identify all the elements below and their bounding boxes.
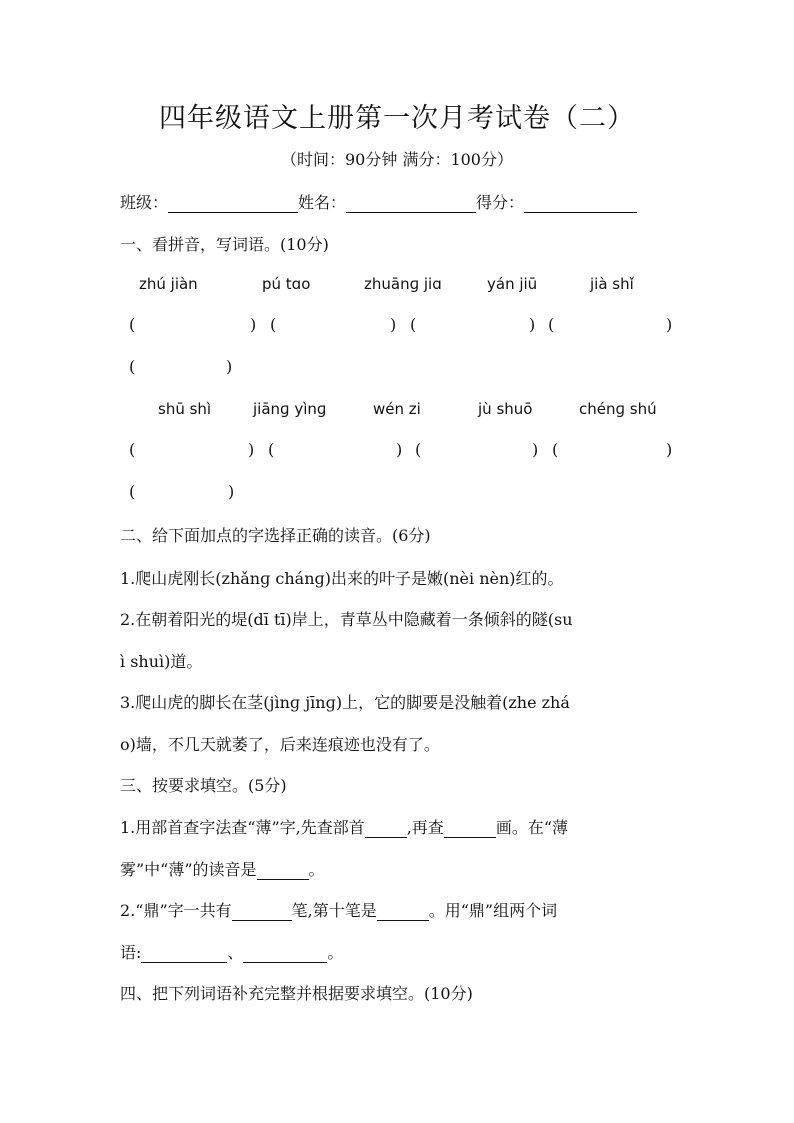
answer-paren-close: ) [529, 315, 536, 334]
score-blank[interactable] [524, 194, 637, 213]
score-label: 得分： [476, 193, 525, 212]
page-title: 四年级语文上册第一次月考试卷（二） [159, 103, 635, 134]
answer-paren-open: ( [129, 315, 136, 334]
question-line [120, 940, 343, 963]
question-text: 2.“鼎”字一共有 [120, 901, 232, 920]
answer-paren-close: ) [250, 315, 257, 334]
pinyin-item: wén zi [373, 400, 421, 418]
answer-paren-close: ) [396, 440, 403, 459]
answer-paren-open: ( [270, 315, 277, 334]
answer-paren-close: ) [532, 440, 539, 459]
fill-blank[interactable] [243, 944, 327, 963]
question-text: 、 [227, 943, 244, 962]
pinyin-item: chénɡ shú [579, 400, 657, 418]
question-text: 画。在“薄 [495, 818, 568, 837]
question-line [120, 898, 557, 921]
answer-paren-close: ) [390, 315, 397, 334]
question-line: 1.爬山虎刚长(zhǎnɡ chánɡ)出来的叶子是嫩(nèi nèn)红的。 [120, 569, 564, 588]
class-label: 班级： [120, 193, 169, 212]
question-line: 2.在朝着阳光的堤(dī tī)岸上，青草丛中隐藏着一条倾斜的隧(su [120, 610, 573, 629]
question-text: 语: [120, 943, 142, 962]
pinyin-item: zhú jiàn [139, 275, 198, 293]
answer-paren-open: ( [129, 357, 136, 376]
student-info-row [120, 190, 637, 213]
answer-paren-open: ( [548, 315, 555, 334]
question-text: 。 [308, 860, 325, 879]
answer-paren-close: ) [248, 440, 255, 459]
name-blank[interactable] [346, 194, 476, 213]
answer-paren-close: ) [666, 315, 673, 334]
fill-blank[interactable] [365, 819, 407, 838]
fill-blank[interactable] [444, 819, 496, 838]
answer-paren-open: ( [129, 440, 136, 459]
question-text: 雾”中“薄”的读音是 [120, 860, 257, 879]
question-line [120, 815, 568, 838]
exam-info-time-score: （时间：90分钟 满分：100分） [281, 150, 513, 169]
pinyin-item: zhuānɡ jiɑ [364, 275, 442, 293]
question-line [120, 857, 325, 880]
section4-heading: 四、把下列词语补充完整并根据要求填空。(10分) [120, 984, 473, 1003]
question-text: ,再查 [406, 818, 444, 837]
fill-blank[interactable] [377, 902, 429, 921]
answer-paren-open: ( [552, 440, 559, 459]
answer-paren-open: ( [415, 440, 422, 459]
question-line: 3.爬山虎的脚长在茎(jìnɡ jīnɡ)上，它的脚要是没触着(zhe zhá [120, 693, 570, 712]
fill-blank[interactable] [141, 944, 227, 963]
pinyin-item: shū shì [158, 400, 212, 418]
answer-paren-open: ( [268, 440, 275, 459]
question-text: 。用“鼎”组两个词 [428, 901, 558, 920]
name-label: 姓名： [298, 193, 347, 212]
class-blank[interactable] [168, 194, 298, 213]
pinyin-item: yán jiū [487, 275, 538, 293]
question-text: 。 [327, 943, 344, 962]
section3-heading: 三、按要求填空。(5分) [120, 776, 287, 795]
question-text: 笔,第十笔是 [291, 901, 377, 920]
question-line: ì shuì)道。 [120, 652, 203, 671]
question-line: o)墙，不几天就萎了，后来连痕迹也没有了。 [120, 735, 440, 754]
answer-paren-close: ) [228, 482, 235, 501]
fill-blank[interactable] [257, 861, 309, 880]
question-text: 1.用部首查字法查“薄”字,先查部首 [120, 818, 365, 837]
answer-paren-open: ( [129, 482, 136, 501]
answer-paren-close: ) [226, 357, 233, 376]
fill-blank[interactable] [232, 902, 292, 921]
pinyin-item: jiānɡ yìnɡ [253, 400, 327, 418]
pinyin-item: jù shuō [478, 400, 533, 418]
pinyin-item: pú tɑo [262, 275, 311, 293]
pinyin-item: jià shǐ [590, 275, 634, 293]
section2-heading: 二、给下面加点的字选择正确的读音。(6分) [120, 526, 431, 545]
section1-heading: 一、看拼音，写词语。(10分) [120, 235, 329, 254]
answer-paren-close: ) [666, 440, 673, 459]
answer-paren-open: ( [410, 315, 417, 334]
